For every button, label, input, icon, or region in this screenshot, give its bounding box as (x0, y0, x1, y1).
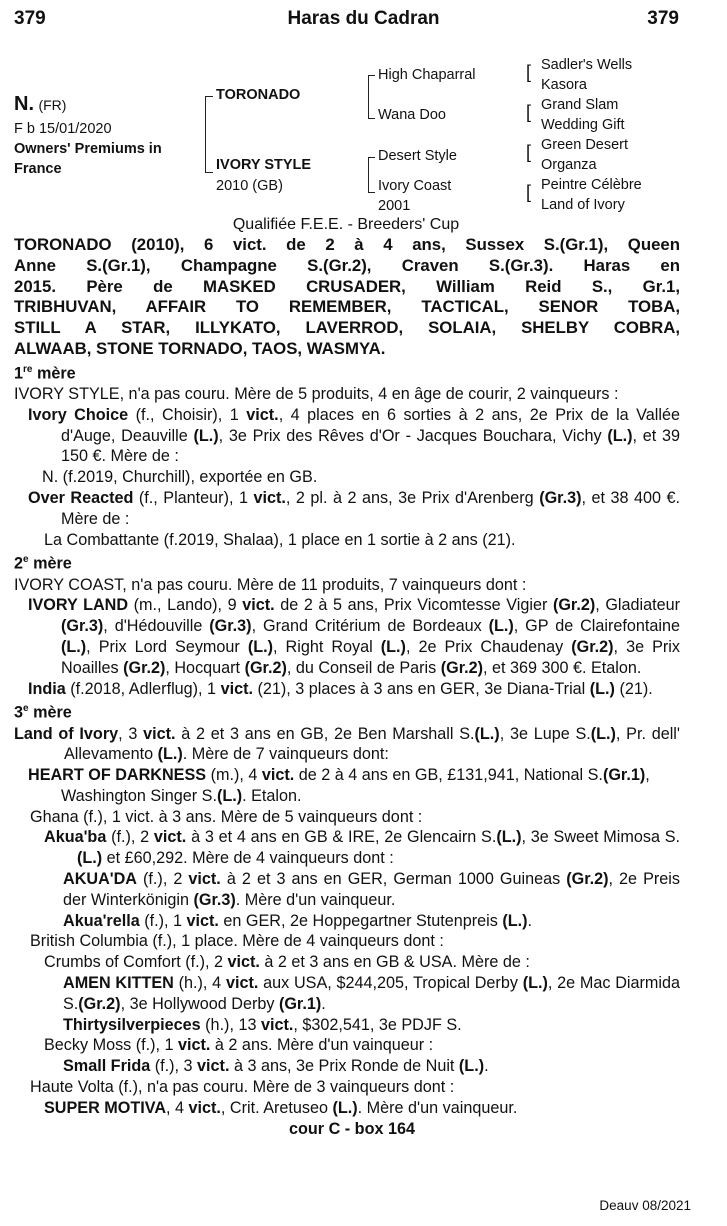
offspring-entry: Thirtysilverpieces (h.), 13 vict., $302,541, 3e PDJF S. (63, 1015, 462, 1034)
offspring-entry: AKUA'DA (f.), 2 vict. à 2 et 3 ans en GER, German 1000 Guineas (Gr.2), 2e Preis der Winterkönigin (Gr.3). Mère d'un vainqueur. (63, 870, 680, 909)
produce-entry: IVORY LAND (m., Lando), 9 vict. de 2 à 5 ans, Prix Vicomtesse Vigier (Gr.2), Gladiateur (Gr.3), d'Hédouville (Gr.3), Grand Critérium de Bordeaux (L.), GP de Clairefontaine (L.), Prix Lord Seymour (L.), Right Royal (L.), 2e Prix Chaudenay (Gr.2), 3e Prix Noailles (Gr.2), Hocquart (Gr.2), du Conseil de Paris (Gr.2), et 369 300 €. Etalon. (28, 596, 681, 677)
pedigree-dam: IVORY STYLE (216, 157, 312, 173)
pedigree-gen3: Organza (541, 157, 597, 173)
stable-location: cour C - box 164 (289, 1119, 415, 1138)
pedigree-sire: TORONADO (216, 87, 301, 103)
bracket-line (205, 96, 206, 172)
produce-entry: Haute Volta (f.), n'a pas couru. Mère de 3 vainqueurs dont : (30, 1078, 455, 1097)
footer-reference: Deauv 08/2021 (599, 1198, 691, 1213)
pedigree-gen3: Kasora (541, 77, 587, 93)
offspring-entry: N. (f.2019, Churchill), exportée en GB. (42, 468, 318, 487)
offspring-entry: Crumbs of Comfort (f.), 2 vict. à 2 et 3 ans en GB & USA. Mère de : (44, 953, 530, 972)
pedigree-dam-year: 2010 (GB) (216, 178, 283, 194)
pedigree-gen3: Sadler's Wells (541, 57, 633, 73)
sire-summary-line: TRIBHUVAN, AFFAIR TO REMEMBER, TACTICAL, SENOR TOBA, (14, 297, 680, 317)
horse-name: N. (14, 93, 34, 115)
bracket-line (368, 157, 375, 158)
bracket-glyph: [ (526, 182, 532, 202)
pedigree-gen3: Peintre Célèbre (541, 177, 642, 193)
offspring-entry: Becky Moss (f.), 1 vict. à 2 ans. Mère d'un vainqueur : (44, 1036, 434, 1055)
bracket-line (368, 157, 369, 192)
consignor-title: Haras du Cadran (287, 8, 440, 29)
produce-entry: Ivory Choice (f., Choisir), 1 vict., 4 places en 6 sorties à 2 ans, 2e Prix de la Vallée d'Auge, Deauville (L.), 3e Prix des Rêves d'Or - Jacques Bouchara, Vichy (L.), et 39 150 €. Mère de : (28, 405, 680, 466)
bracket-glyph: [ (526, 102, 532, 122)
sire-summary-line: Anne S.(Gr.1), Champagne S.(Gr.2), Craven S.(Gr.3). Haras en (14, 255, 680, 275)
bracket-line (368, 75, 369, 118)
bracket-glyph: [ (526, 142, 532, 162)
produce-entry: Over Reacted (f., Planteur), 1 vict., 2 pl. à 2 ans, 3e Prix d'Arenberg (Gr.3), et 38 400 €. Mère de : (28, 488, 681, 528)
pedigree-dam-dam: Ivory Coast (378, 178, 452, 194)
horse-description: F b 15/01/2020 (14, 121, 112, 137)
offspring-entry: Akua'ba (f.), 2 vict. à 3 et 4 ans en GB & IRE, 2e Glencairn S.(L.), 3e Sweet Mimosa S.(L.) et £60,292. Mère de 4 vainqueurs dont : (44, 828, 681, 868)
pedigree-gen3: Land of Ivory (541, 197, 625, 213)
premiums-line-2: France (14, 161, 62, 177)
third-dam-entry: Land of Ivory, 3 vict. à 2 et 3 ans en GB, 2e Ben Marshall S.(L.), 3e Lupe S.(L.), Pr. dell' Allevamento (L.). Mère de 7 vainqueurs dont: (14, 724, 680, 764)
bracket-line (368, 75, 375, 76)
second-dam-intro: IVORY COAST, n'a pas couru. Mère de 11 produits, 7 vainqueurs dont : (14, 575, 527, 594)
produce-entry: India (f.2018, Adlerflug), 1 vict. (21), 3 places à 3 ans en GER, 3e Diana-Trial (L.) (21). (28, 679, 653, 698)
sire-summary-line: STILL A STAR, ILLYKATO, LAVERROD, SOLAIA, SHELBY COBRA, (14, 318, 680, 338)
sire-summary (14, 235, 680, 360)
pedigree-dam-sire: Desert Style (378, 148, 457, 164)
second-dam-heading: 2e mère (14, 554, 72, 573)
offspring-entry: AMEN KITTEN (h.), 4 vict. aux USA, $244,205, Tropical Derby (L.), 2e Mac Diarmida S.(Gr.2), 3e Hollywood Derby (Gr.1). (63, 974, 680, 1013)
bracket-glyph: [ (526, 62, 532, 82)
produce-entry: HEART OF DARKNESS (m.), 4 vict. de 2 à 4 ans en GB, £131,941, National S.(Gr.1), Washington Singer S.(L.). Etalon. (28, 766, 650, 805)
first-dam-heading: 1re mère (14, 363, 76, 383)
sire-summary-line: TORONADO (2010), 6 vict. de 2 à 4 ans, Sussex S.(Gr.1), Queen (14, 235, 680, 254)
pedigree-sire-sire: High Chaparral (378, 67, 476, 83)
offspring-entry: La Combattante (f.2019, Shalaa), 1 place en 1 sortie à 2 ans (21). (44, 530, 516, 549)
offspring-entry: Small Frida (f.), 3 vict. à 3 ans, 3e Prix Ronde de Nuit (L.). (63, 1057, 489, 1076)
premiums-line-1: Owners' Premiums in (14, 141, 162, 157)
bracket-line (205, 172, 213, 173)
produce-entry: Ghana (f.), 1 vict. à 3 ans. Mère de 5 vainqueurs dont : (30, 807, 423, 826)
catalogue-text (14, 235, 680, 1139)
qualification-line: Qualifiée F.E.E. - Breeders' Cup (232, 216, 460, 233)
pedigree-gen3: Green Desert (541, 137, 629, 153)
pedigree-sire-dam: Wana Doo (378, 107, 446, 123)
sire-summary-line: 2015. Père de MASKED CRUSADER, William Reid S., Gr.1, (14, 276, 680, 296)
bracket-line (205, 96, 213, 97)
lot-number-left: 379 (14, 8, 46, 29)
offspring-entry: Akua'rella (f.), 1 vict. en GER, 2e Hoppegartner Stutenpreis (L.). (63, 911, 533, 930)
bracket-line (368, 192, 375, 193)
lot-number-right: 379 (647, 8, 679, 29)
bracket-line (368, 118, 375, 119)
sire-summary-line: ALWAAB, STONE TORNADO, TAOS, WASMYA. (14, 338, 386, 358)
horse-country: (FR) (38, 97, 67, 113)
pedigree-dam-dam-year: 2001 (378, 198, 411, 214)
third-dam-heading: 3e mère (14, 703, 72, 722)
produce-entry: British Columbia (f.), 1 place. Mère de 4 vainqueurs dont : (30, 932, 444, 951)
offspring-entry: SUPER MOTIVA, 4 vict., Crit. Aretuseo (L.). Mère d'un vainqueur. (44, 1098, 518, 1117)
first-dam-intro: IVORY STYLE, n'a pas couru. Mère de 5 produits, 4 en âge de courir, 2 vainqueurs : (14, 384, 619, 403)
pedigree-gen3: Wedding Gift (541, 117, 625, 133)
pedigree-gen3: Grand Slam (541, 97, 619, 113)
